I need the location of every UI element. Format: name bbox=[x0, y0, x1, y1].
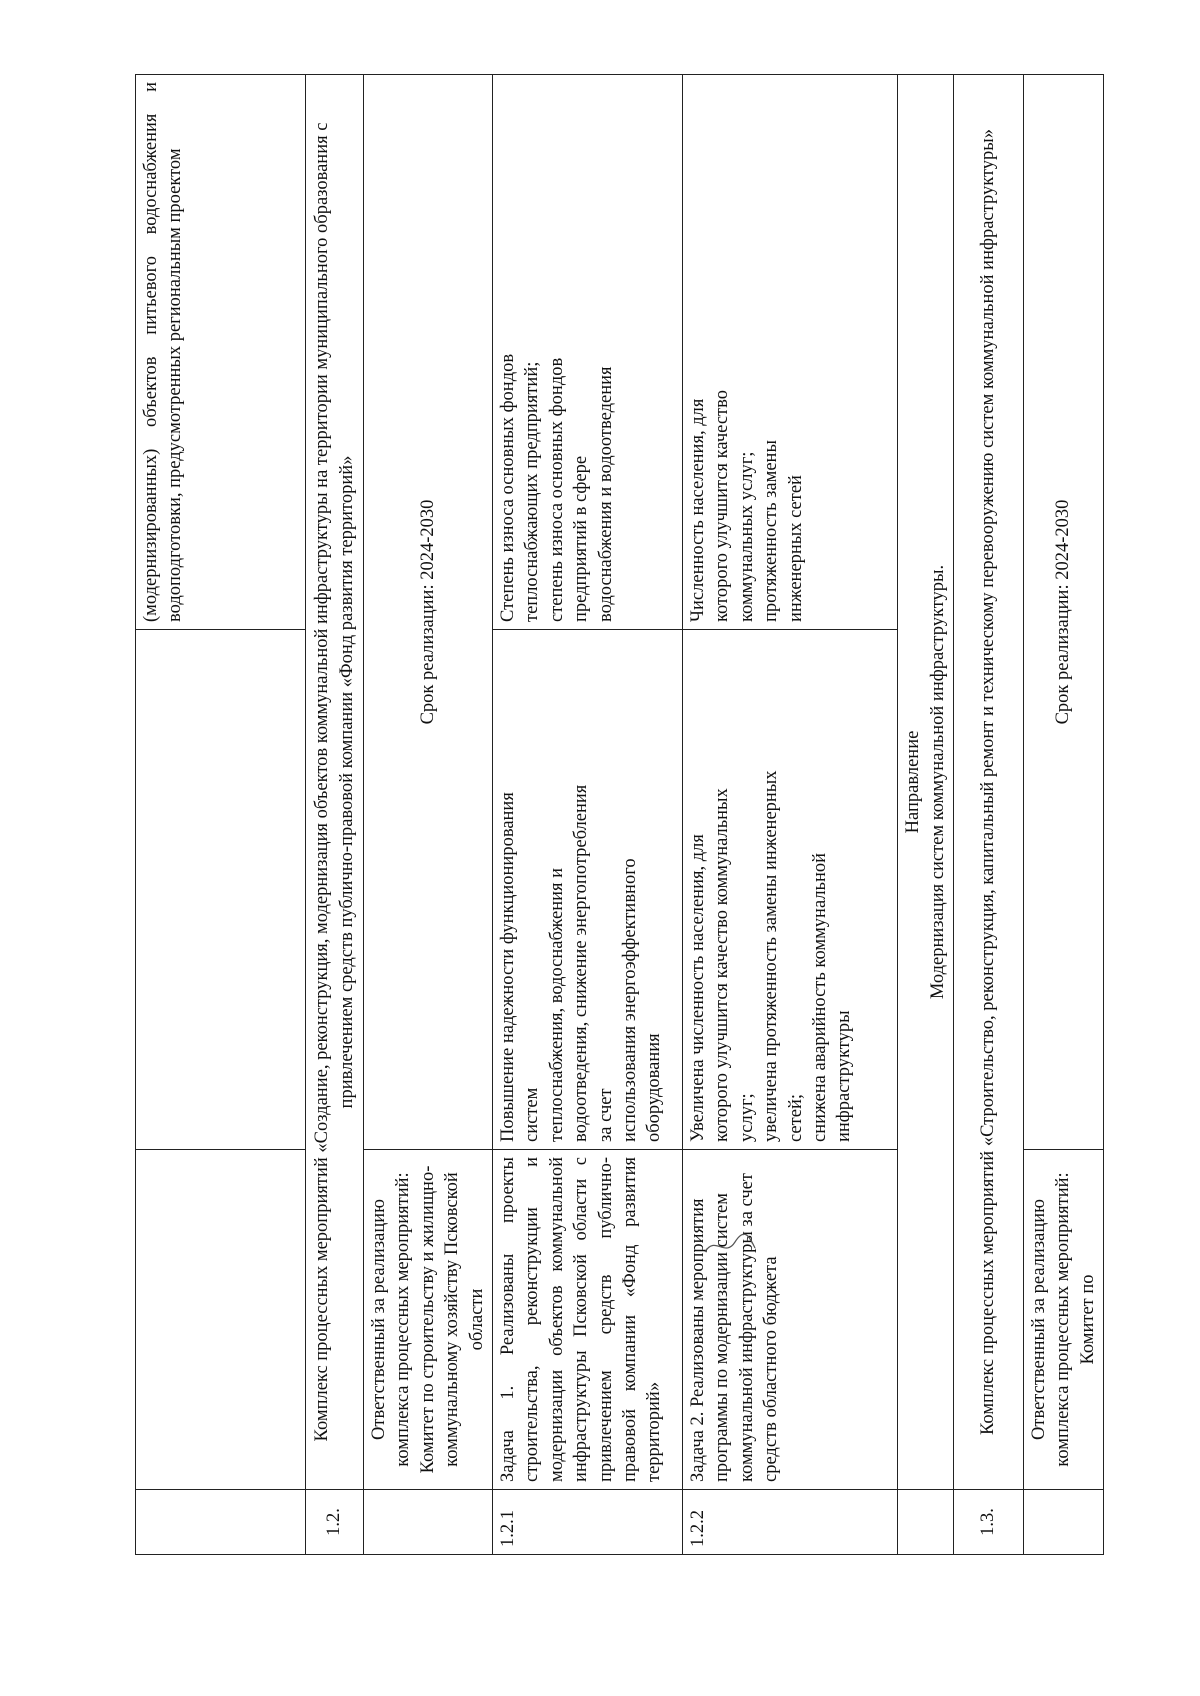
task-cell bbox=[136, 1150, 306, 1490]
task-cell: Задача 2. Реализованы мероприятия программы по модернизации систем коммунальной инфраструктуры за счет средств областного бюджета bbox=[683, 1150, 898, 1490]
table-row-1-2-1 bbox=[493, 75, 683, 1555]
table-row-direction bbox=[898, 75, 954, 1555]
num-cell bbox=[1024, 1490, 1104, 1555]
responsible-cell: Ответственный за реализацию комплекса процессных мероприятий: Комитет по строительству и жилищно-коммунальному хозяйству Псковской области bbox=[364, 1150, 493, 1490]
table-row-1-3 bbox=[954, 75, 1024, 1555]
num-cell bbox=[364, 1490, 493, 1555]
effect-cell bbox=[136, 630, 306, 1150]
table-row-1-2 bbox=[306, 75, 364, 1555]
table-row-1-2-2 bbox=[683, 75, 898, 1555]
process-complex-title: Комплекс процессных мероприятий «Создание, реконструкция, модернизация объектов коммунальной инфраструктуры на территории муниципального образования с привлечением средств публично-правовой компании «Фонд развития территорий» bbox=[306, 75, 364, 1490]
num-cell bbox=[898, 1490, 954, 1555]
rotated-document-page bbox=[135, 75, 1098, 1555]
effect-cell: Увеличена численность населения, для которого улучшится качество коммунальных услуг; увеличена протяженность замены инженерных сетей; снижена аварийность коммунальной инфраструктуры bbox=[683, 630, 898, 1150]
table-row-continuation bbox=[136, 75, 306, 1555]
table-row-responsible-1-2 bbox=[364, 75, 493, 1555]
process-complex-title: Комплекс процессных мероприятий «Строительство, реконструкция, капитальный ремонт и техническому перевооружению систем коммунальной инфраструктуры» bbox=[954, 75, 1024, 1490]
row-number: 1.2.2 bbox=[683, 1490, 898, 1555]
term-cell: Срок реализации: 2024-2030 bbox=[364, 75, 493, 1150]
program-structure-table bbox=[135, 74, 1104, 1555]
row-number: 1.2.1 bbox=[493, 1490, 683, 1555]
indicator-cell: Численность населения, для которого улучшится качество коммунальных услуг; протяженность замены инженерных сетей bbox=[683, 75, 898, 630]
effect-cell: Повышение надежности функционирования систем теплоснабжения, водоснабжения и водоотведения, снижение энергопотребления за счет использования энергоэффективного оборудования bbox=[493, 630, 683, 1150]
task-cell: Задача 1. Реализованы проекты строительства, реконструкции и модернизации объектов коммунальной инфраструктуры Псковской области с привлечением средств публично-правовой компании «Фонд развития территорий» bbox=[493, 1150, 683, 1490]
num-cell bbox=[136, 1490, 306, 1555]
table-row-responsible-1-3 bbox=[1024, 75, 1104, 1555]
indicator-cell: Степень износа основных фондов теплоснабжающих предприятий; степень износа основных фондов предприятий в сфере водоснабжения и водоотведения bbox=[493, 75, 683, 630]
direction-cell: Направление Модернизация систем коммунальной инфраструктуры. bbox=[898, 75, 954, 1490]
row-number: 1.2. bbox=[306, 1490, 364, 1555]
row-number: 1.3. bbox=[954, 1490, 1024, 1555]
term-cell: Срок реализации: 2024-2030 bbox=[1024, 75, 1104, 1150]
responsible-cell: Ответственный за реализацию комплекса процессных мероприятий: Комитет по bbox=[1024, 1150, 1104, 1490]
indicator-cell: (модернизированных) объектов питьевого водоснабжения и водоподготовки, предусмотренных региональным проектом bbox=[136, 75, 306, 630]
